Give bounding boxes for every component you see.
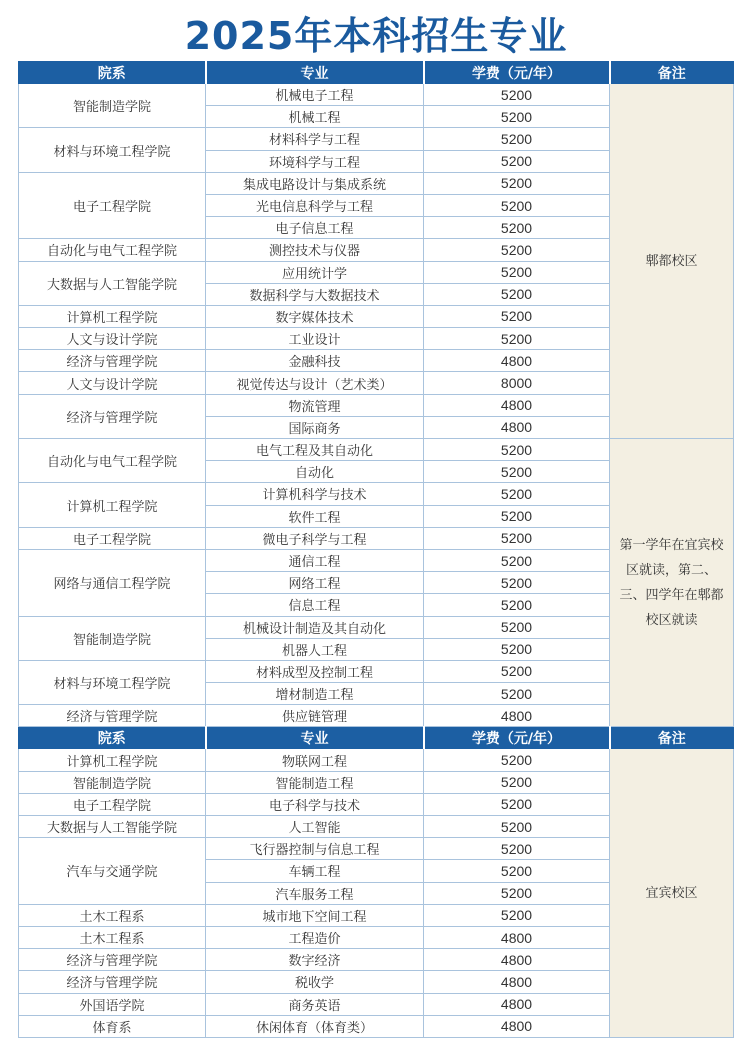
major-cell: 飞行器控制与信息工程 bbox=[206, 838, 424, 860]
fee-cell: 5200 bbox=[424, 838, 610, 860]
fee-cell: 5200 bbox=[424, 305, 610, 327]
major-cell: 信息工程 bbox=[206, 594, 424, 616]
fee-cell: 4800 bbox=[424, 705, 610, 727]
table-row bbox=[19, 84, 734, 106]
major-cell: 机器人工程 bbox=[206, 638, 424, 660]
college-cell: 智能制造学院 bbox=[19, 84, 206, 128]
major-cell: 电子信息工程 bbox=[206, 217, 424, 239]
major-cell: 机械电子工程 bbox=[206, 84, 424, 106]
fee-cell: 5200 bbox=[424, 882, 610, 904]
major-cell: 金融科技 bbox=[206, 350, 424, 372]
fee-cell: 4800 bbox=[424, 926, 610, 948]
page-title: 2025年本科招生专业 bbox=[184, 14, 568, 58]
fee-cell: 5200 bbox=[424, 638, 610, 660]
note-cell: 郫都校区 bbox=[610, 84, 734, 439]
fee-cell: 5200 bbox=[424, 106, 610, 128]
header-note: 备注 bbox=[610, 62, 734, 84]
college-cell: 经济与管理学院 bbox=[19, 705, 206, 727]
fee-cell: 5200 bbox=[424, 749, 610, 771]
table-header bbox=[19, 62, 734, 84]
major-cell: 测控技术与仪器 bbox=[206, 239, 424, 261]
fee-cell: 5200 bbox=[424, 771, 610, 793]
college-cell: 自动化与电气工程学院 bbox=[19, 439, 206, 483]
major-cell: 集成电路设计与集成系统 bbox=[206, 172, 424, 194]
college-cell: 体育系 bbox=[19, 1015, 206, 1037]
fee-cell: 5200 bbox=[424, 150, 610, 172]
college-cell: 汽车与交通学院 bbox=[19, 838, 206, 905]
major-cell: 汽车服务工程 bbox=[206, 882, 424, 904]
fee-cell: 5200 bbox=[424, 128, 610, 150]
header-major: 专业 bbox=[206, 727, 424, 749]
major-cell: 数据科学与大数据技术 bbox=[206, 283, 424, 305]
college-cell: 大数据与人工智能学院 bbox=[19, 261, 206, 305]
college-cell: 网络与通信工程学院 bbox=[19, 549, 206, 616]
fee-cell: 4800 bbox=[424, 1015, 610, 1037]
note-cell: 第一学年在宜宾校区就读，第二、三、四学年在郫都校区就读 bbox=[610, 439, 734, 727]
college-cell: 人文与设计学院 bbox=[19, 328, 206, 350]
fee-cell: 5200 bbox=[424, 439, 610, 461]
major-cell: 工业设计 bbox=[206, 328, 424, 350]
fee-cell: 5200 bbox=[424, 505, 610, 527]
fee-cell: 8000 bbox=[424, 372, 610, 394]
fee-cell: 4800 bbox=[424, 993, 610, 1015]
college-cell: 计算机工程学院 bbox=[19, 749, 206, 771]
fee-cell: 5200 bbox=[424, 461, 610, 483]
major-cell: 机械设计制造及其自动化 bbox=[206, 616, 424, 638]
fee-cell: 4800 bbox=[424, 416, 610, 438]
college-cell: 电子工程学院 bbox=[19, 793, 206, 815]
major-cell: 机械工程 bbox=[206, 106, 424, 128]
major-cell: 智能制造工程 bbox=[206, 771, 424, 793]
college-cell: 电子工程学院 bbox=[19, 172, 206, 239]
college-cell: 材料与环境工程学院 bbox=[19, 128, 206, 172]
header-college: 院系 bbox=[19, 62, 206, 84]
major-cell: 自动化 bbox=[206, 461, 424, 483]
major-cell: 供应链管理 bbox=[206, 705, 424, 727]
major-cell: 增材制造工程 bbox=[206, 683, 424, 705]
major-cell: 计算机科学与技术 bbox=[206, 483, 424, 505]
header-college: 院系 bbox=[19, 727, 206, 749]
major-cell: 材料成型及控制工程 bbox=[206, 660, 424, 682]
college-cell: 经济与管理学院 bbox=[19, 971, 206, 993]
major-cell: 电子科学与技术 bbox=[206, 793, 424, 815]
fee-cell: 5200 bbox=[424, 283, 610, 305]
major-cell: 数字经济 bbox=[206, 949, 424, 971]
major-cell: 数字媒体技术 bbox=[206, 305, 424, 327]
fee-cell: 5200 bbox=[424, 860, 610, 882]
fee-cell: 5200 bbox=[424, 683, 610, 705]
fee-cell: 5200 bbox=[424, 194, 610, 216]
fee-cell: 5200 bbox=[424, 217, 610, 239]
college-cell: 经济与管理学院 bbox=[19, 394, 206, 438]
major-cell: 应用统计学 bbox=[206, 261, 424, 283]
fee-cell: 5200 bbox=[424, 660, 610, 682]
fee-cell: 4800 bbox=[424, 949, 610, 971]
major-cell: 工程造价 bbox=[206, 926, 424, 948]
major-cell: 人工智能 bbox=[206, 816, 424, 838]
major-cell: 电气工程及其自动化 bbox=[206, 439, 424, 461]
college-cell: 计算机工程学院 bbox=[19, 305, 206, 327]
fee-cell: 5200 bbox=[424, 793, 610, 815]
fee-cell: 4800 bbox=[424, 350, 610, 372]
table-row bbox=[19, 439, 734, 461]
table-row bbox=[19, 749, 734, 771]
fee-cell: 5200 bbox=[424, 527, 610, 549]
major-cell: 国际商务 bbox=[206, 416, 424, 438]
note-cell: 宜宾校区 bbox=[610, 749, 734, 1037]
header-fee: 学费（元/年） bbox=[424, 727, 610, 749]
major-cell: 软件工程 bbox=[206, 505, 424, 527]
major-cell: 光电信息科学与工程 bbox=[206, 194, 424, 216]
college-cell: 经济与管理学院 bbox=[19, 949, 206, 971]
major-cell: 视觉传达与设计（艺术类） bbox=[206, 372, 424, 394]
major-cell: 环境科学与工程 bbox=[206, 150, 424, 172]
fee-cell: 5200 bbox=[424, 328, 610, 350]
fee-cell: 5200 bbox=[424, 616, 610, 638]
college-cell: 土木工程系 bbox=[19, 904, 206, 926]
major-cell: 休闲体育（体育类） bbox=[206, 1015, 424, 1037]
college-cell: 智能制造学院 bbox=[19, 771, 206, 793]
fee-cell: 4800 bbox=[424, 971, 610, 993]
major-cell: 网络工程 bbox=[206, 572, 424, 594]
fee-cell: 5200 bbox=[424, 261, 610, 283]
college-cell: 计算机工程学院 bbox=[19, 483, 206, 527]
college-cell: 土木工程系 bbox=[19, 926, 206, 948]
fee-cell: 5200 bbox=[424, 572, 610, 594]
header-fee: 学费（元/年） bbox=[424, 62, 610, 84]
college-cell: 电子工程学院 bbox=[19, 527, 206, 549]
header-note: 备注 bbox=[610, 727, 734, 749]
college-cell: 人文与设计学院 bbox=[19, 372, 206, 394]
major-cell: 税收学 bbox=[206, 971, 424, 993]
major-cell: 物流管理 bbox=[206, 394, 424, 416]
fee-cell: 4800 bbox=[424, 394, 610, 416]
college-cell: 大数据与人工智能学院 bbox=[19, 816, 206, 838]
fee-cell: 5200 bbox=[424, 816, 610, 838]
majors-table bbox=[18, 61, 734, 1038]
fee-cell: 5200 bbox=[424, 84, 610, 106]
fee-cell: 5200 bbox=[424, 239, 610, 261]
major-cell: 物联网工程 bbox=[206, 749, 424, 771]
major-cell: 车辆工程 bbox=[206, 860, 424, 882]
header-major: 专业 bbox=[206, 62, 424, 84]
college-cell: 外国语学院 bbox=[19, 993, 206, 1015]
major-cell: 材料科学与工程 bbox=[206, 128, 424, 150]
major-cell: 微电子科学与工程 bbox=[206, 527, 424, 549]
fee-cell: 5200 bbox=[424, 172, 610, 194]
fee-cell: 5200 bbox=[424, 483, 610, 505]
table-header-repeat bbox=[19, 727, 734, 749]
college-cell: 智能制造学院 bbox=[19, 616, 206, 660]
college-cell: 经济与管理学院 bbox=[19, 350, 206, 372]
major-cell: 城市地下空间工程 bbox=[206, 904, 424, 926]
fee-cell: 5200 bbox=[424, 549, 610, 571]
major-cell: 通信工程 bbox=[206, 549, 424, 571]
major-cell: 商务英语 bbox=[206, 993, 424, 1015]
college-cell: 自动化与电气工程学院 bbox=[19, 239, 206, 261]
fee-cell: 5200 bbox=[424, 594, 610, 616]
college-cell: 材料与环境工程学院 bbox=[19, 660, 206, 704]
fee-cell: 5200 bbox=[424, 904, 610, 926]
